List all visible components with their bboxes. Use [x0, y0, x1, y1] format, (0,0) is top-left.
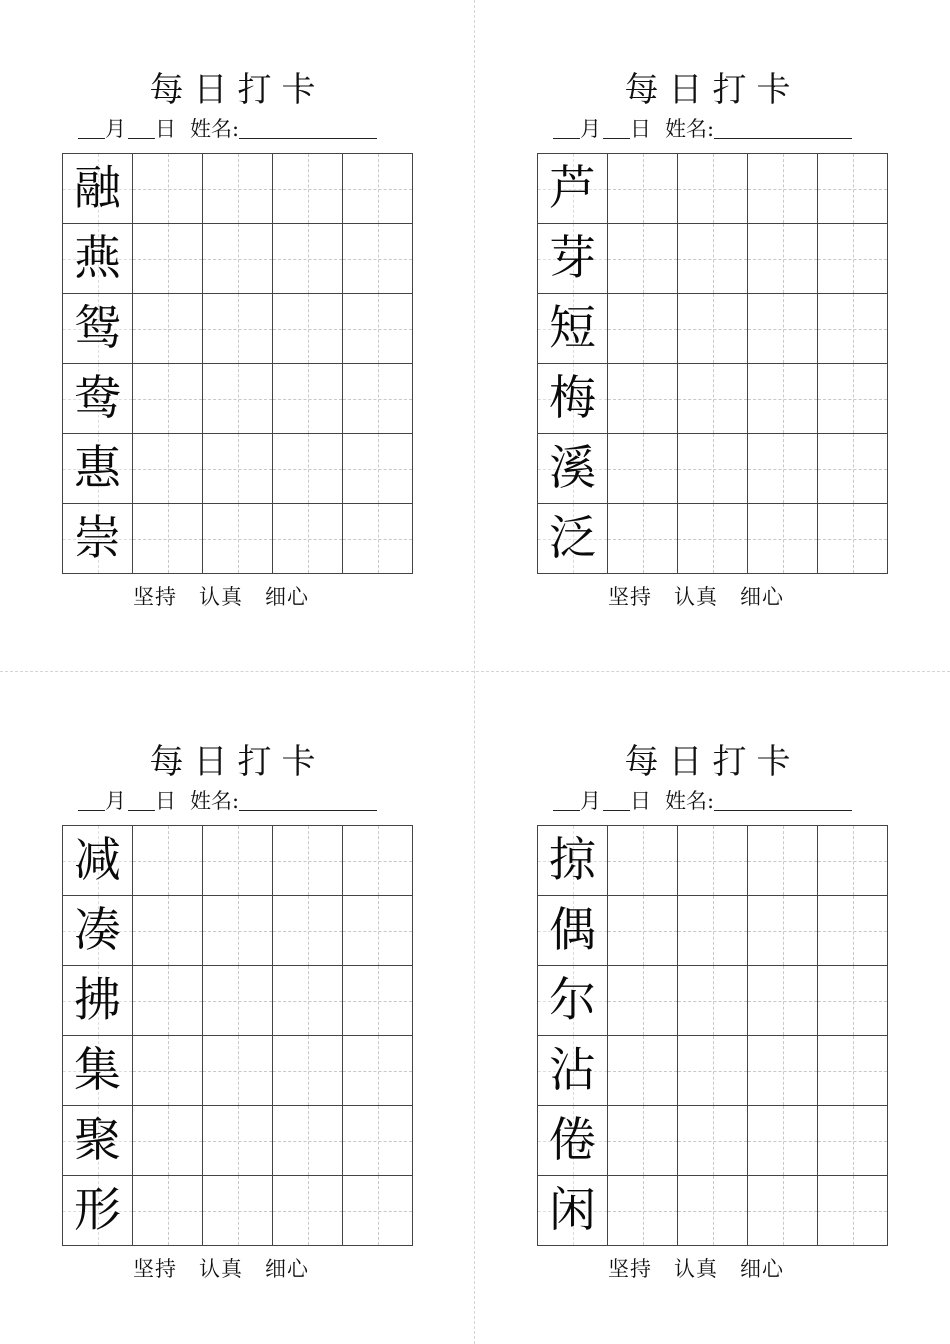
practice-cell[interactable] — [748, 966, 818, 1036]
practice-cell[interactable] — [133, 154, 203, 224]
model-char-cell — [538, 1106, 608, 1176]
practice-cell[interactable] — [203, 154, 273, 224]
practice-cell[interactable] — [343, 294, 413, 364]
name-blank[interactable] — [714, 788, 852, 811]
practice-cell[interactable] — [203, 294, 273, 364]
practice-cell[interactable] — [818, 364, 888, 434]
practice-cell[interactable] — [818, 154, 888, 224]
motto-word: 认真 — [674, 1257, 718, 1281]
model-char-cell — [538, 224, 608, 294]
motto — [608, 583, 868, 611]
practice-cell[interactable] — [133, 504, 203, 574]
model-char-cell — [63, 966, 133, 1036]
practice-cell[interactable] — [608, 896, 678, 966]
practice-cell[interactable] — [203, 1036, 273, 1106]
grid-row — [538, 224, 888, 294]
practice-cell[interactable] — [133, 826, 203, 896]
model-char-cell — [63, 154, 133, 224]
grid-row — [538, 364, 888, 434]
practice-cell[interactable] — [133, 224, 203, 294]
month-blank[interactable] — [78, 788, 105, 811]
model-char: 鸳 — [74, 301, 121, 356]
practice-cell[interactable] — [608, 1106, 678, 1176]
model-char-cell — [538, 1036, 608, 1106]
day-label: 日 — [630, 789, 651, 813]
practice-cell[interactable] — [748, 1036, 818, 1106]
month-blank[interactable] — [78, 116, 105, 139]
practice-cell[interactable] — [748, 434, 818, 504]
model-char-cell — [63, 294, 133, 364]
practice-cell[interactable] — [203, 826, 273, 896]
day-label: 日 — [630, 117, 651, 141]
model-char-cell — [63, 896, 133, 966]
motto-word: 认真 — [674, 585, 718, 609]
practice-cell[interactable] — [133, 294, 203, 364]
day-blank[interactable] — [128, 788, 155, 811]
practice-cell[interactable] — [818, 826, 888, 896]
motto — [608, 1255, 868, 1283]
practice-cell[interactable] — [273, 896, 343, 966]
practice-cell[interactable] — [133, 434, 203, 504]
grid-row — [63, 434, 413, 504]
practice-cell[interactable] — [608, 1176, 678, 1246]
model-char: 芦 — [549, 161, 596, 216]
practice-cell[interactable] — [273, 294, 343, 364]
practice-cell[interactable] — [343, 1106, 413, 1176]
motto-word: 细心 — [265, 585, 309, 609]
grid-row — [538, 966, 888, 1036]
grid-row — [63, 294, 413, 364]
model-char: 凑 — [74, 903, 121, 958]
practice-cell[interactable] — [818, 1106, 888, 1176]
practice-cell[interactable] — [608, 826, 678, 896]
month-blank[interactable] — [553, 116, 580, 139]
practice-cell[interactable] — [203, 896, 273, 966]
month-label: 月 — [580, 117, 601, 141]
practice-cell[interactable] — [608, 154, 678, 224]
practice-cell[interactable] — [818, 896, 888, 966]
date-name-line — [78, 115, 418, 143]
practice-cell[interactable] — [678, 434, 748, 504]
practice-cell[interactable] — [748, 826, 818, 896]
model-char: 泛 — [549, 511, 596, 566]
practice-card-1 — [475, 0, 950, 672]
model-char-cell — [538, 826, 608, 896]
practice-cell[interactable] — [273, 224, 343, 294]
practice-cell[interactable] — [748, 504, 818, 574]
motto-word: 坚持 — [133, 585, 177, 609]
month-blank[interactable] — [553, 788, 580, 811]
model-char-cell — [538, 1176, 608, 1246]
motto-word: 细心 — [740, 585, 784, 609]
practice-cell[interactable] — [678, 504, 748, 574]
practice-cell[interactable] — [678, 826, 748, 896]
grid-row — [538, 434, 888, 504]
grid-row — [538, 826, 888, 896]
model-char-cell — [63, 1106, 133, 1176]
name-blank[interactable] — [714, 116, 852, 139]
practice-cell[interactable] — [818, 434, 888, 504]
practice-cell[interactable] — [608, 224, 678, 294]
day-blank[interactable] — [603, 788, 630, 811]
model-char: 梅 — [549, 371, 596, 426]
practice-cell[interactable] — [343, 154, 413, 224]
practice-grid — [62, 153, 413, 574]
practice-card-2 — [0, 672, 475, 1344]
practice-cell[interactable] — [678, 1106, 748, 1176]
model-char-cell — [538, 896, 608, 966]
model-char: 惠 — [74, 441, 121, 496]
practice-cell[interactable] — [818, 294, 888, 364]
practice-card-3 — [475, 672, 950, 1344]
grid-row — [538, 504, 888, 574]
model-char: 沾 — [549, 1043, 596, 1098]
practice-cell[interactable] — [203, 504, 273, 574]
practice-cell[interactable] — [608, 434, 678, 504]
date-name-line — [78, 787, 418, 815]
practice-grid — [537, 153, 888, 574]
practice-cell[interactable] — [818, 966, 888, 1036]
model-char: 拂 — [74, 973, 121, 1028]
name-label: 姓名: — [665, 117, 715, 141]
model-char: 尔 — [549, 973, 596, 1028]
grid-row — [63, 1176, 413, 1246]
name-blank[interactable] — [239, 788, 377, 811]
practice-cell[interactable] — [608, 364, 678, 434]
practice-cell[interactable] — [273, 504, 343, 574]
model-char-cell — [63, 504, 133, 574]
model-char: 倦 — [549, 1113, 596, 1168]
practice-cell[interactable] — [748, 294, 818, 364]
practice-cell[interactable] — [203, 1106, 273, 1176]
practice-cell[interactable] — [608, 1036, 678, 1106]
practice-cell[interactable] — [343, 434, 413, 504]
card-title: 每日打卡 — [149, 742, 326, 782]
practice-cell[interactable] — [133, 1106, 203, 1176]
day-blank[interactable] — [128, 116, 155, 139]
practice-cell[interactable] — [748, 154, 818, 224]
model-char: 集 — [74, 1043, 121, 1098]
practice-cell[interactable] — [343, 896, 413, 966]
practice-cell[interactable] — [678, 1176, 748, 1246]
motto-word: 坚持 — [608, 1257, 652, 1281]
practice-card-0 — [0, 0, 475, 672]
grid-row — [63, 504, 413, 574]
practice-cell[interactable] — [133, 966, 203, 1036]
model-char-cell — [538, 364, 608, 434]
grid-row — [63, 154, 413, 224]
model-char-cell — [63, 1036, 133, 1106]
practice-cell[interactable] — [133, 364, 203, 434]
date-name-line — [553, 115, 893, 143]
model-char: 形 — [74, 1183, 121, 1238]
practice-cell[interactable] — [678, 1036, 748, 1106]
practice-cell[interactable] — [203, 1176, 273, 1246]
model-char: 鸯 — [74, 371, 121, 426]
practice-cell[interactable] — [343, 364, 413, 434]
practice-cell[interactable] — [608, 966, 678, 1036]
grid-row — [63, 966, 413, 1036]
motto-word: 细心 — [740, 1257, 784, 1281]
model-char: 短 — [549, 301, 596, 356]
practice-grid — [537, 825, 888, 1246]
practice-cell[interactable] — [133, 896, 203, 966]
model-char: 掠 — [549, 833, 596, 888]
date-name-line — [553, 787, 893, 815]
month-label: 月 — [105, 789, 126, 813]
model-char: 减 — [74, 833, 121, 888]
model-char-cell — [63, 434, 133, 504]
model-char-cell — [538, 966, 608, 1036]
practice-cell[interactable] — [748, 1176, 818, 1246]
practice-cell[interactable] — [273, 364, 343, 434]
grid-row — [63, 364, 413, 434]
grid-row — [538, 1176, 888, 1246]
practice-cell[interactable] — [748, 224, 818, 294]
grid-row — [538, 896, 888, 966]
motto-word: 坚持 — [133, 1257, 177, 1281]
model-char-cell — [538, 504, 608, 574]
month-label: 月 — [580, 789, 601, 813]
model-char-cell — [538, 294, 608, 364]
day-blank[interactable] — [603, 116, 630, 139]
practice-cell[interactable] — [273, 434, 343, 504]
motto-word: 坚持 — [608, 585, 652, 609]
model-char: 偶 — [549, 903, 596, 958]
practice-cell[interactable] — [678, 896, 748, 966]
card-title: 每日打卡 — [149, 70, 326, 110]
practice-cell[interactable] — [203, 224, 273, 294]
model-char: 闲 — [549, 1183, 596, 1238]
practice-cell[interactable] — [273, 826, 343, 896]
practice-cell[interactable] — [343, 224, 413, 294]
day-label: 日 — [155, 789, 176, 813]
day-label: 日 — [155, 117, 176, 141]
practice-cell[interactable] — [748, 364, 818, 434]
grid-row — [63, 896, 413, 966]
model-char-cell — [63, 826, 133, 896]
motto-word: 细心 — [265, 1257, 309, 1281]
practice-cell[interactable] — [203, 364, 273, 434]
practice-grid — [62, 825, 413, 1246]
model-char-cell — [538, 154, 608, 224]
practice-cell[interactable] — [133, 1036, 203, 1106]
model-char: 融 — [74, 161, 121, 216]
model-char-cell — [63, 1176, 133, 1246]
grid-row — [538, 154, 888, 224]
grid-row — [63, 1106, 413, 1176]
practice-cell[interactable] — [678, 154, 748, 224]
practice-cell[interactable] — [273, 1176, 343, 1246]
practice-cell[interactable] — [608, 294, 678, 364]
name-label: 姓名: — [190, 789, 240, 813]
practice-cell[interactable] — [343, 1036, 413, 1106]
practice-cell[interactable] — [273, 1106, 343, 1176]
motto — [133, 1255, 393, 1283]
motto-word: 认真 — [199, 585, 243, 609]
practice-cell[interactable] — [748, 1106, 818, 1176]
model-char-cell — [63, 224, 133, 294]
grid-row — [63, 826, 413, 896]
practice-cell[interactable] — [678, 364, 748, 434]
model-char-cell — [538, 434, 608, 504]
practice-cell[interactable] — [273, 966, 343, 1036]
model-char: 芽 — [549, 231, 596, 286]
grid-row — [538, 294, 888, 364]
practice-cell[interactable] — [343, 504, 413, 574]
grid-row — [63, 224, 413, 294]
practice-cell[interactable] — [608, 504, 678, 574]
practice-cell[interactable] — [818, 1176, 888, 1246]
practice-cell[interactable] — [678, 224, 748, 294]
grid-row — [63, 1036, 413, 1106]
card-title: 每日打卡 — [624, 70, 801, 110]
model-char: 崇 — [74, 511, 121, 566]
practice-cell[interactable] — [273, 154, 343, 224]
model-char: 燕 — [74, 231, 121, 286]
model-char: 溪 — [549, 441, 596, 496]
practice-cell[interactable] — [678, 294, 748, 364]
practice-cell[interactable] — [818, 1036, 888, 1106]
motto-word: 认真 — [199, 1257, 243, 1281]
practice-cell[interactable] — [343, 826, 413, 896]
practice-cell[interactable] — [203, 434, 273, 504]
month-label: 月 — [105, 117, 126, 141]
card-title: 每日打卡 — [624, 742, 801, 782]
practice-cell[interactable] — [343, 966, 413, 1036]
name-label: 姓名: — [190, 117, 240, 141]
practice-cell[interactable] — [818, 224, 888, 294]
practice-cell[interactable] — [273, 1036, 343, 1106]
practice-cell[interactable] — [678, 966, 748, 1036]
name-blank[interactable] — [239, 116, 377, 139]
practice-cell[interactable] — [133, 1176, 203, 1246]
motto — [133, 583, 393, 611]
model-char: 聚 — [74, 1113, 121, 1168]
practice-cell[interactable] — [203, 966, 273, 1036]
practice-cell[interactable] — [748, 896, 818, 966]
grid-row — [538, 1106, 888, 1176]
grid-row — [538, 1036, 888, 1106]
practice-cell[interactable] — [818, 504, 888, 574]
model-char-cell — [63, 364, 133, 434]
name-label: 姓名: — [665, 789, 715, 813]
practice-cell[interactable] — [343, 1176, 413, 1246]
